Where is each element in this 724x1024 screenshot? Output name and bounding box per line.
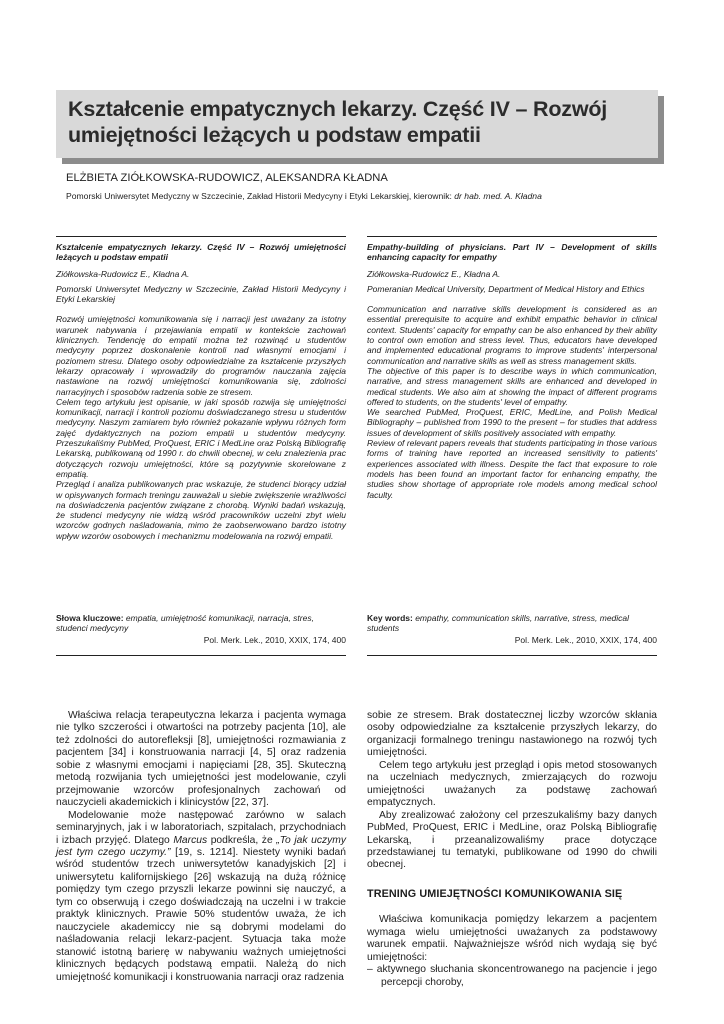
article-title: Kształcenie empatycznych lekarzy. Część IV – Rozwój umiejętności leżących u podstaw empatii (68, 97, 608, 147)
abstract-title: Kształcenie empatycznych lekarzy. Część IV – Rozwój umiejętności leżących u podstaw empatii (56, 242, 346, 263)
body-column-right (367, 710, 657, 989)
abstract-authors: Ziółkowska-Rudowicz E., Kładna A. (367, 268, 501, 279)
abstract-polish (56, 236, 346, 656)
text-run: [19, s. 1214]. Niestety wyniki badań wśród studentów trzech uniwersytetów kanadyjskich [2] i uniwersytetu kalifornijskiego [26] wskazują na dużą różnicę pomiędzy tym czego przyszli lekarze powinni się nauczyć, a tym co obserwują i czego doświadczają na uczelni i w trakcie praktyk klinicznych. Prawie 50% studentów uważa, że ich nauczyciele akademiccy nie są dobrymi modelami do naśladowania relacji lekarz-pacjent. Sytuacja taka może stanowić istotną barierę w nabywaniu ważnych umiejętności klinicznych będących podstawą empatii. Należą do nich umiejętność komunikacji i konstruowania narracji oraz radzenia (56, 846, 347, 983)
text-run: Modelowanie może następować zarówno w salach seminaryjnych, jak i w laboratoriach, szpitalach, przychodniach i izbach przyjęć. Dlatego (56, 809, 346, 846)
abstract-paragraph: The objective of this paper is to describe ways in which communication, narrative, and stress management skills are enhanced and developed in medical students. We also aim at showing the impact of different programs offered to students, on the students' level of empathy. (367, 365, 657, 407)
skills-list (367, 964, 657, 989)
body-paragraph: Aby zrealizować założony cel przeszukaliśmy bazy danych PubMed, ProQuest, ERIC i MedLine, oraz Polską Bibliografię Lekarską, i przeanalizowaliśmy prace dotyczące przedstawianej tu tematyki, publikowane od 1990 do chwili obecnej. (367, 809, 657, 871)
body-paragraph: Celem tego artykułu jest przegląd i opis metod stosowanych na uczelniach medycznych, zmierzających do rozwoju umiejętności uważanych za podstawę zachowań empatycznych. (367, 759, 657, 809)
abstract-authors: Ziółkowska-Rudowicz E., Kładna A. (56, 268, 190, 279)
abstract-paragraph: We searched PubMed, ProQuest, ERIC, MedLine, and Polish Medical Bibliography – published from 1990 to the present – for studies that address issues of development of skills positively associated with empathy. (367, 407, 657, 438)
body-paragraph: sobie ze stresem. Brak dostatecznej liczby wzorców skłania osoby odpowiedzialne za kształcenie przyszłych lekarzy, do organizacji formalnego treningu nastawionego na rozwój tych umiejętności. (367, 710, 657, 759)
list-item: – aktywnego słuchania skoncentrowanego na pacjencie i jego percepcji choroby, (367, 964, 657, 988)
keywords-label: Słowa kluczowe: (56, 613, 124, 623)
quote: „To jak uczymy jest tym czego uczymy.” (56, 834, 346, 858)
section-heading: TRENING UMIEJĘTNOŚCI KOMUNIKOWANIA SIĘ (367, 887, 623, 900)
abstract-affiliation: Pomeranian Medical University, Department of Medical History and Ethics (367, 283, 645, 294)
abstract-paragraph: Przegląd i analiza publikowanych prac wskazuje, że studenci biorący udział w opisywanych formach treningu zauważali u siebie zwiększenie wrażliwości na doświadczenia pacjentów związane z chorobą. Wyniki badań wskazują, że studenci medycyny nie widzą wśród pracowników uczelni zbyt wielu wzorców godnych naśladowania, mimo że zaobserwowano bardzo istotny wpływ wzorów osobowych i mechanizmu modelowania na rozwój empatii. (56, 479, 346, 541)
abstract-paragraph: Review of relevant papers reveals that students participating in those various forms of training have reported an increased sensitivity to patients' experiences associated with illness. Despite the fact that exposure to role models has been found an important factor for enhancing empathy, the studies show shortage of appropriate role models among medical school faculty. (367, 438, 657, 500)
keywords-block (56, 613, 346, 645)
title-box (56, 90, 658, 158)
citation: Pol. Merk. Lek., 2010, XXIX, 174, 400 (203, 634, 346, 645)
abstract-paragraph: Rozwój umiejętności komunikowania się i narracji jest uważany za istotny warunek nabywania i przejawiania empatii w kontekście zachowań klinicznych. Tendencję do empatii można też rozwinąć u studentów medycyny poprzez doskonalenie kontroli nad własnymi emocjami i poziomem stresu. Dlatego osoby odpowiedzialne za kształcenie przyszłych lekarzy opracowały i wprowadziły do programów nauczania zajęcia nastawione na rozwój umiejętności komunikowania się, zdolności narracyjnych i sposobów radzenia sobie ze stresem. (56, 314, 346, 397)
authors: ELŻBIETA ZIÓŁKOWSKA-RUDOWICZ, ALEKSANDRA KŁADNA (66, 172, 388, 184)
keywords-label: Key words: (367, 613, 413, 623)
abstract-paragraph: Celem tego artykułu jest opisanie, w jaki sposób rozwija się umiejętności komunikacji, narracji i kontroli poziomu doświadczanego stresu u studentów medycyny. Naszym zamiarem było również pokazanie wpływu różnych form zajęć dydaktycznych na poziom empatii u studentów medycyny. Przeszukaliśmy PubMed, ProQuest, ERIC i MedLine oraz Polską Bibliografię Lekarską, publikowaną od 1990 r. do chwili obecnej, w celu znalezienia prac dotyczących rozwoju umiejętności, które są pozytywnie skorelowane z empatią. (56, 396, 346, 479)
affiliation (66, 191, 542, 201)
author-name: Marcus (173, 834, 208, 846)
text-run: podkreśla, że (207, 834, 277, 846)
abstract-title: Empathy-building of physicians. Part IV – Development of skills enhancing capacity for empathy (367, 242, 657, 263)
citation: Pol. Merk. Lek., 2010, XXIX, 174, 400 (514, 634, 657, 645)
body-paragraph: Właściwa komunikacja pomiędzy lekarzem a pacjentem wymaga wielu umiejętności uważanych za podstawowy warunek empatii. Najważniejsze wśród nich wydają się być umiejętności: (367, 914, 657, 963)
body-paragraph: Właściwa relacja terapeutyczna lekarza i pacjenta wymaga nie tylko szczerości i otwartości na potrzeby pacjenta [10], ale też zdolności do autorefleksji [8], umiejętności rozmawiania z pacjentem [34] i konstruowania narracji [4, 5] oraz radzenia sobie z własnymi emocjami i napięciami [28, 35]. Skuteczną metodą rozwijania tych umiejętności jest modelowanie, czyli przejmowanie wzorców profesjonalnych zachowań od nauczycieli akademickich i klinicystów [22, 37]. (56, 710, 346, 809)
affiliation-head: dr hab. med. A. Kładna (454, 191, 542, 201)
keywords: empatia, umiejętność komunikacji, narracja, stres, studenci medycyny (56, 613, 314, 634)
keywords: empathy, communication skills, narrative, stress, medical students (367, 613, 630, 634)
abstract-paragraph: Communication and narrative skills development is considered as an essential prerequisite to acquire and exhibit empathic behavior in clinical context. Students' capacity for empathy can be also enhanced by their ability to control own emotion and stress level. Thus, educators have developed and implemented educational programs to improve students' interpersonal communication and narrative skills as well as stress management skills. (367, 304, 657, 366)
body-column-left (56, 710, 346, 984)
body-paragraph (56, 810, 346, 984)
keywords-block (367, 613, 657, 645)
abstract-affiliation: Pomorski Uniwersytet Medyczny w Szczecinie, Zakład Historii Medycyny i Etyki Lekarskiej (56, 283, 346, 305)
affiliation-text: Pomorski Uniwersytet Medyczny w Szczecinie, Zakład Historii Medycyny i Etyki Lekarskiej, kierownik: (66, 191, 455, 201)
abstract-english (367, 236, 657, 656)
